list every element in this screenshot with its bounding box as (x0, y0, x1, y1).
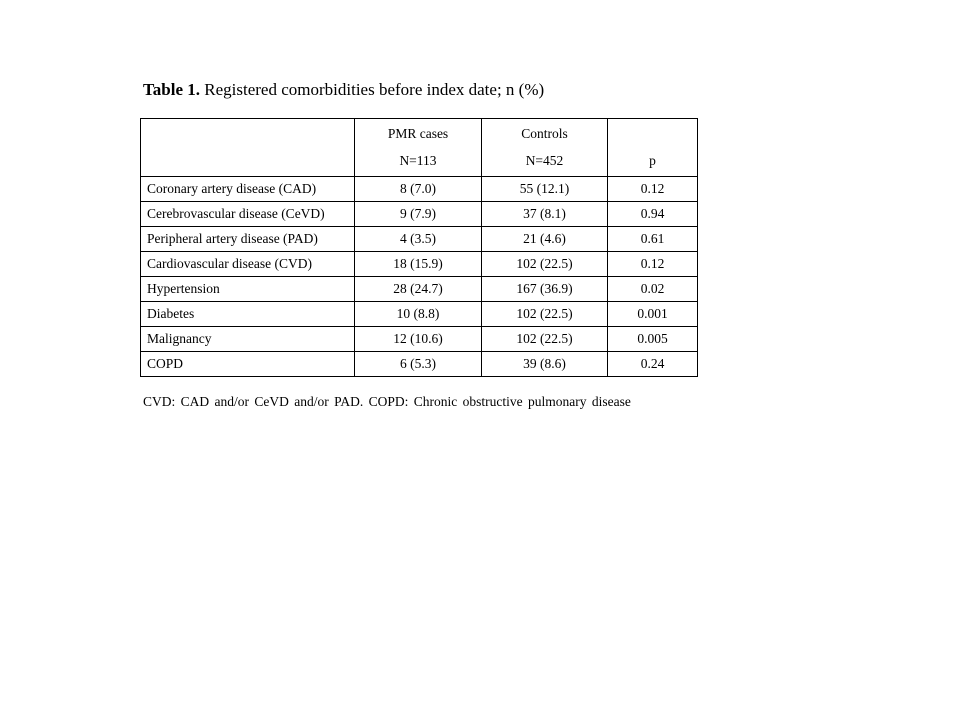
comorbidities-table (140, 118, 698, 377)
table-label: Table 1. (143, 80, 201, 99)
pmr-cases-value: 12 (10.6) (355, 327, 482, 352)
row-label: Cardiovascular disease (CVD) (141, 252, 355, 277)
table-row (141, 352, 698, 377)
row-label: Diabetes (141, 302, 355, 327)
pmr-cases-value: 28 (24.7) (355, 277, 482, 302)
pmr-cases-value: 9 (7.9) (355, 202, 482, 227)
header-pmr-cases (355, 119, 482, 177)
table-row (141, 252, 698, 277)
p-value: 0.02 (608, 277, 698, 302)
table-caption: Registered comorbidities before index date; n (%) (204, 80, 545, 99)
row-label: Hypertension (141, 277, 355, 302)
table-title (143, 80, 544, 100)
header-line: PMR cases (387, 126, 449, 141)
p-value: 0.61 (608, 227, 698, 252)
header-p (608, 119, 698, 177)
header-line: N=452 (525, 153, 564, 168)
table-footnote: CVD: CAD and/or CeVD and/or PAD. COPD: Chronic obstructive pulmonary disease (143, 394, 631, 409)
controls-value: 55 (12.1) (482, 177, 608, 202)
row-label: Coronary artery disease (CAD) (141, 177, 355, 202)
pmr-cases-value: 6 (5.3) (355, 352, 482, 377)
controls-value: 39 (8.6) (482, 352, 608, 377)
p-value: 0.12 (608, 177, 698, 202)
controls-value: 102 (22.5) (482, 252, 608, 277)
pmr-cases-value: 8 (7.0) (355, 177, 482, 202)
p-value: 0.001 (608, 302, 698, 327)
row-label: COPD (141, 352, 355, 377)
pmr-cases-value: 4 (3.5) (355, 227, 482, 252)
table-row (141, 202, 698, 227)
table-row (141, 302, 698, 327)
header-line: Controls (521, 126, 568, 141)
header-line: N=113 (399, 153, 437, 168)
table-row (141, 177, 698, 202)
table-row (141, 327, 698, 352)
pmr-cases-value: 18 (15.9) (355, 252, 482, 277)
pmr-cases-value: 10 (8.8) (355, 302, 482, 327)
row-label: Peripheral artery disease (PAD) (141, 227, 355, 252)
table-row (141, 277, 698, 302)
controls-value: 102 (22.5) (482, 327, 608, 352)
p-value: 0.12 (608, 252, 698, 277)
header-cell-empty (141, 119, 355, 177)
p-value: 0.005 (608, 327, 698, 352)
header-controls (482, 119, 608, 177)
table-row (141, 227, 698, 252)
header-line: p (649, 153, 656, 168)
p-value: 0.24 (608, 352, 698, 377)
p-value: 0.94 (608, 202, 698, 227)
controls-value: 37 (8.1) (482, 202, 608, 227)
row-label: Cerebrovascular disease (CeVD) (141, 202, 355, 227)
controls-value: 167 (36.9) (482, 277, 608, 302)
table-header-row (141, 119, 698, 177)
controls-value: 21 (4.6) (482, 227, 608, 252)
controls-value: 102 (22.5) (482, 302, 608, 327)
row-label: Malignancy (141, 327, 355, 352)
